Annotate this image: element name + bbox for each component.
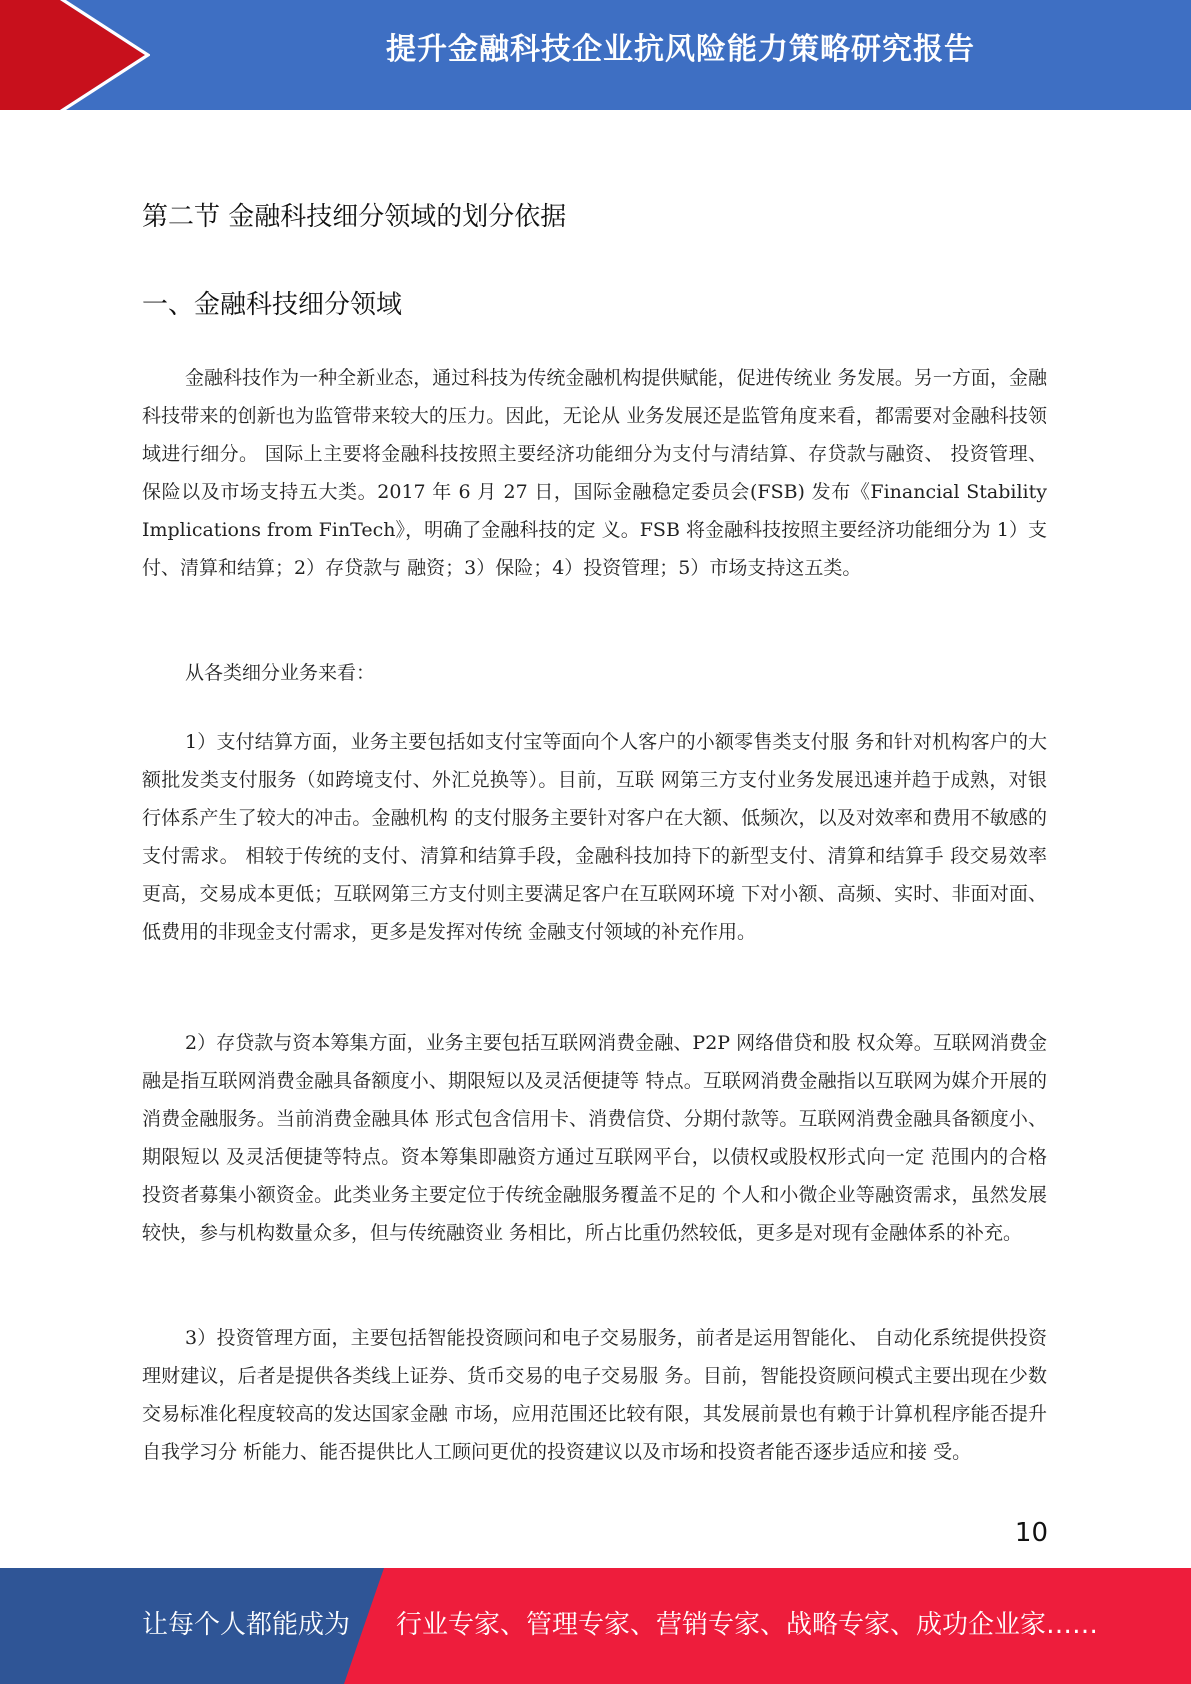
paragraph-deposit-lending: 2）存贷款与资本筹集方面，业务主要包括互联网消费金融、P2P 网络借贷和股 权众筹。互联网消费金融是指互联网消费金融具备额度小、期限短以及灵活便捷等 特点。互联网消费金融指以互联网为媒介开展的消费金融服务。当前消费金融具体 形式包含信用卡、消费信贷、分期付款等。互联网消费金融具备额度小、期限短以 及灵活便捷等特点。资本筹集即融资方通过互联网平台，以债权或股权形式向一定 范围内的合格投资者募集小额资金。此类业务主要定位于传统金融服务覆盖不足的 个人和小微企业等融资需求，虽然发展较快，参与机构数量众多，但与传统融资业 务相比，所占比重仍然较低，更多是对现有金融体系的补充。	[142, 1032, 1047, 1244]
footer-slogan-left: 让每个人都能成为	[142, 1610, 351, 1640]
subsection-title: 一、金融科技细分领域	[142, 290, 403, 320]
header-banner	[0, 0, 1191, 110]
paragraph-investment: 3）投资管理方面，主要包括智能投资顾问和电子交易服务，前者是运用智能化、 自动化系统提供投资理财建议，后者是提供各类线上证券、货币交易的电子交易服 务。目前，智能投资顾问模式主要出现在少数交易标准化程度较高的发达国家金融 市场，应用范围还比较有限，其发展前景也有赖于计算机程序能否提升自我学习分 析能力、能否提供比人工顾问更优的投资建议以及市场和投资者能否逐步适应和接 受。	[142, 1327, 1047, 1463]
paragraph-intro: 金融科技作为一种全新业态，通过科技为传统金融机构提供赋能，促进传统业 务发展。另一方面，金融科技带来的创新也为监管带来较大的压力。因此，无论从 业务发展还是监管角度来看，都需要对金融科技领域进行细分。 国际上主要将金融科技按照主要经济功能细分为支付与清结算、存贷款与融资、 投资管理、保险以及市场支持五大类。2017 年 6 月 27 日，国际金融稳定委员会(FSB) 发布《Financial Stability Implications from FinTech》，明确了金融科技的定 义。FSB 将金融科技按照主要经济功能细分为 1）支付、清算和结算；2）存贷款与 融资；3）保险；4）投资管理；5）市场支持这五类。	[142, 367, 1047, 579]
paragraph-payment: 1）支付结算方面，业务主要包括如支付宝等面向个人客户的小额零售类支付服 务和针对机构客户的大额批发类支付服务（如跨境支付、外汇兑换等）。目前，互联 网第三方支付业务发展迅速并趋于成熟，对银行体系产生了较大的冲击。金融机构 的支付服务主要针对客户在大额、低频次，以及对效率和费用不敏感的支付需求。 相较于传统的支付、清算和结算手段，金融科技加持下的新型支付、清算和结算手 段交易效率更高，交易成本更低；互联网第三方支付则主要满足客户在互联网环境 下对小额、高频、实时、非面对面、低费用的非现金支付需求，更多是发挥对传统 金融支付领域的补充作用。	[142, 731, 1047, 943]
section-title: 第二节 金融科技细分领域的划分依据	[142, 202, 567, 232]
header-chevron-decoration	[0, 0, 150, 110]
paragraph-overview: 从各类细分业务来看：	[185, 662, 376, 684]
footer-slogan-right: 行业专家、管理专家、营销专家、战略专家、成功企业家……	[396, 1610, 1099, 1640]
footer-banner	[0, 1568, 1191, 1684]
report-title: 提升金融科技企业抗风险能力策略研究报告	[386, 32, 975, 67]
page-number: 10	[1014, 1518, 1048, 1548]
